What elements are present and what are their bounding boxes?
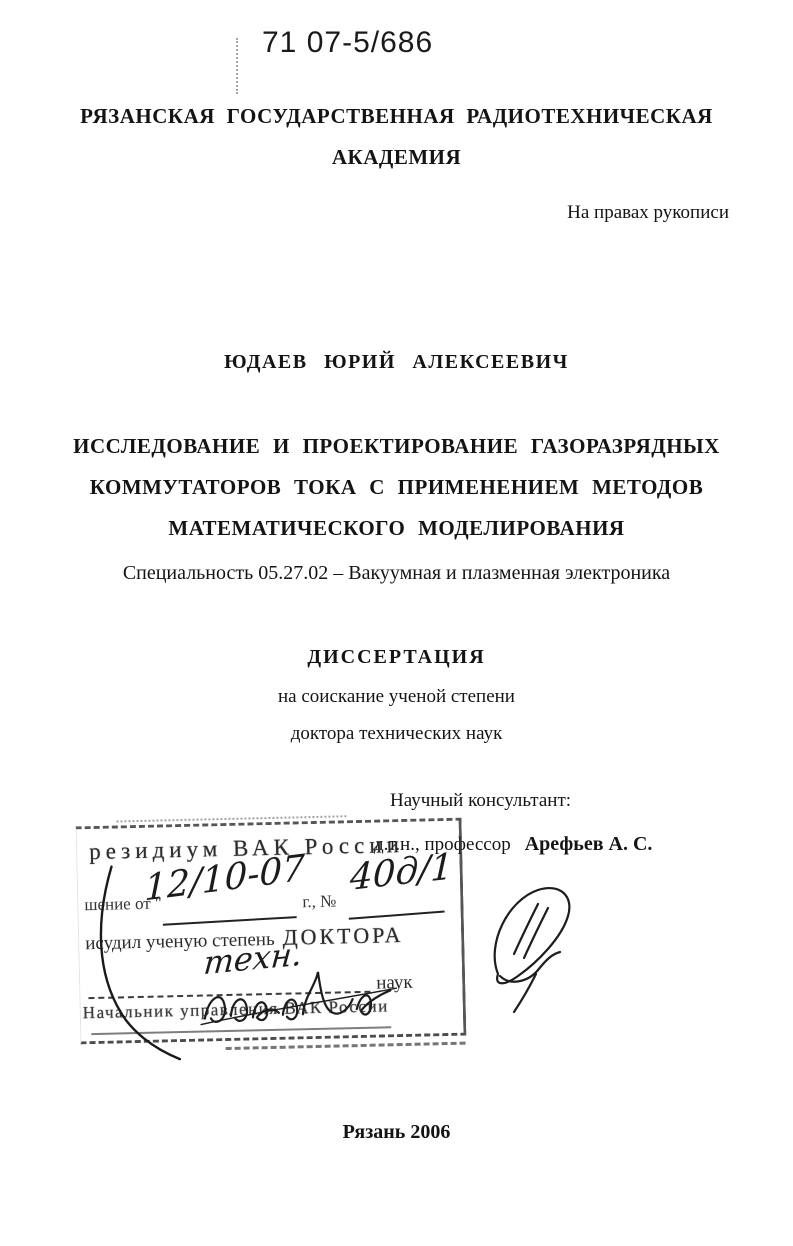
approval-signature <box>480 882 580 1017</box>
catalog-number: 71 07-5/686 <box>262 26 434 59</box>
title-line1: ИССЛЕДОВАНИЕ И ПРОЕКТИРОВАНИЕ ГАЗОРАЗРЯДНЫХ <box>73 434 720 458</box>
stamp-top-border-extra <box>116 815 346 822</box>
consultant-label: Научный консультант: <box>390 790 572 811</box>
consultant-degree: д.т.н., профессор <box>374 834 511 855</box>
institution-line1: РЯЗАНСКАЯ ГОСУДАРСТВЕННАЯ РАДИОТЕХНИЧЕСКАЯ <box>80 104 713 128</box>
registration-tick-mark <box>236 38 238 94</box>
author-name: ЮДАЕВ ЮРИЙ АЛЕКСЕЕВИЧ <box>224 351 569 373</box>
institution-name <box>0 96 793 178</box>
consultant-name: Арефьев А. С. <box>524 833 653 855</box>
city-year-line: Рязань 2006 <box>342 1121 451 1143</box>
stamp-header: резидиум ВАК России <box>88 831 405 865</box>
degree-purpose-line: на соискание ученой степени <box>278 686 515 707</box>
manuscript-note: На правах рукописи <box>567 202 729 223</box>
document-type-label: ДИССЕРТАЦИЯ <box>307 646 486 668</box>
dissertation-title <box>0 426 793 549</box>
stamp-decision-prefix: шение от " <box>84 893 163 915</box>
vak-approval-stamp <box>76 818 467 1045</box>
stamp-nauk-suffix: наук <box>375 971 413 994</box>
stamp-bottom-border-extra <box>226 1042 466 1050</box>
stamp-degree-text: исудил ученую степень <box>85 928 275 955</box>
stamp-number-label: г., № <box>302 891 337 912</box>
stamp-pen-stroke <box>83 860 247 1064</box>
specialty-line: Специальность 05.27.02 – Вакуумная и плазменная электроника <box>122 562 671 584</box>
stamp-number-underline <box>349 911 445 920</box>
handwritten-degree-field: техн. <box>202 934 304 983</box>
degree-name-line: доктора технических наук <box>290 723 503 744</box>
stamp-degree-word: ДОКТОРА <box>282 921 404 950</box>
handwritten-date: 12/10-07 <box>144 847 306 910</box>
institution-line2: АКАДЕМИЯ <box>331 145 462 169</box>
stamp-official-title: Начальник управления ВАК России <box>82 996 389 1023</box>
handwritten-number: 40д/1 <box>349 846 454 899</box>
title-line3: МАТЕМАТИЧЕСКОГО МОДЕЛИРОВАНИЯ <box>168 516 625 540</box>
title-line2: КОММУТАТОРОВ ТОКА С ПРИМЕНЕНИЕМ МЕТОДОВ <box>89 475 704 499</box>
